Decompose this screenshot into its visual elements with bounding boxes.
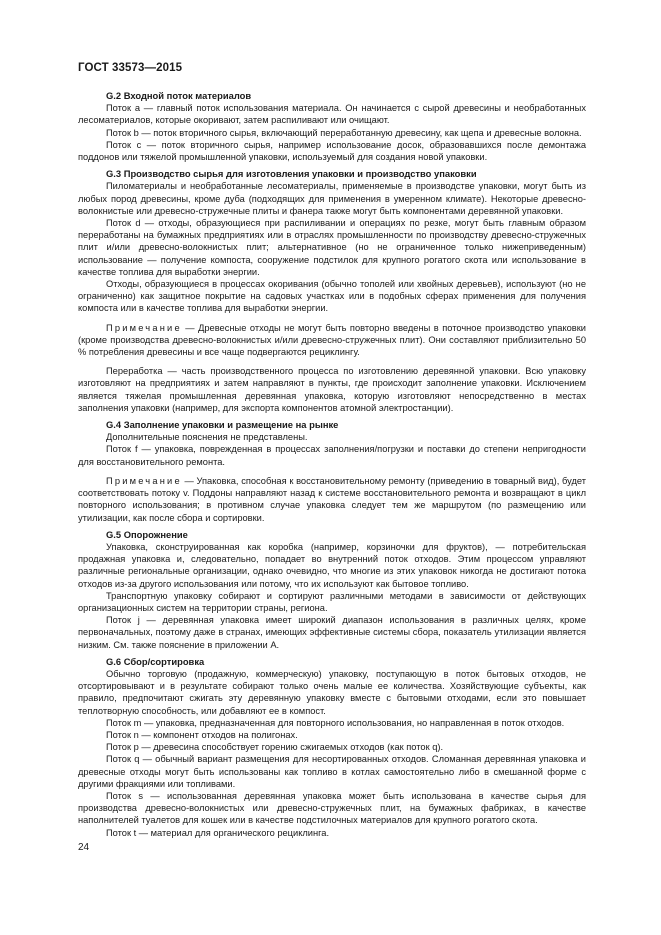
section-heading-g3: G.3 Производство сырья для изготовления упаковки и производство упаковки — [106, 168, 477, 180]
section-heading-g2: G.2 Входной поток материалов — [106, 90, 252, 101]
section-heading-g6: G.6 Сбор/сортировка — [106, 655, 205, 667]
note-text: — Упаковка, способная к восстановительному ремонту (приведению в товарный вид), будет соответствовать потоку v. Поддоны направляют назад к системе восстановительного ремонта и возвращают в цикл повторного использования; в противном случае упаковка следует тем же маршрутом (по размещению или утилизации, как после сбора и сортировки. — [78, 475, 586, 523]
paragraph: Дополнительные пояснения не представлены. — [106, 432, 308, 443]
paragraph: Упаковка, сконструированная как коробка (например, корзиночки для фруктов), — потребительская продажная упаковка и, следовательно, попадает во внутренний поток отходов. Этим процессом управляют различные региональные организации, однако очевидно, что многие из этих упаковок никогда не достигают потока отходов из-за другого использования или потому, что их используют как бытовое топливо. — [78, 541, 586, 589]
paragraph: Поток p — древесина способствует горению сжигаемых отходов (как поток q). — [106, 742, 444, 753]
paragraph: Поток q — обычный вариант размещения для несортированных отходов. Сломанная деревянная упаковка и древесные отходы могут быть использованы как топливо в котлах самостоятельно либо в смешанной форме с другими фракциями или топливами. — [78, 754, 586, 789]
note-label: Примечание — [106, 322, 182, 333]
document-body — [78, 90, 586, 839]
paragraph: Переработка — часть производственного процесса по изготовлению деревянной упаковки. Всю упаковку изготовляют на предприятиях и затем направляют в пункты, где происходит заполнение упаковки. Исключением является тяжелая промышленная деревянная упаковка, которую изготовляют непосредственно в местах заполнения упаковки (например, для экспорта компонентов атомной электростанции). — [78, 366, 586, 413]
paragraph: Поток s — использованная деревянная упаковка может быть использована в качестве сырья для производства древесно-волокнистых или древесно-стружечных плит, на бумажных фабриках, в качестве наполнителей туалетов для кошек или в качестве подстилочных материалов для крупного рогатого скота. — [78, 790, 586, 826]
paragraph: Поток c — поток вторичного сырья, например использование досок, образовавшихся после демонтажа поддонов или тяжелой промышленной упаковки, используемый для создания новой упаковки. — [78, 139, 586, 163]
paragraph: Поток f — упаковка, поврежденная в процессах заполнения/погрузки и поставки до степени непригодности для восстановительного ремонта. — [78, 444, 586, 467]
page-number: 24 — [78, 842, 90, 853]
paragraph: Поток b — поток вторичного сырья, включающий переработанную древесину, как щепа и древесные волокна. — [106, 127, 582, 138]
paragraph: Транспортную упаковку собирают и сортируют различными методами в зависимости от действующих организационных систем на территории страны, региона. — [78, 590, 586, 613]
paragraph: Поток d — отходы, образующиеся при распиливании и операциях по резке, могут быть главным образом переработаны на бумажных предприятиях или в отраслях промышленности по производству древесно-стружечных плит и/или древесно-волокнистых плит; альтернативное (но не ограниченное только нижеприведенным) использование — получение компоста, сооружение подстилок для крупного рогатого скота или использование в качестве топлива для выработки энергии. — [78, 218, 586, 277]
paragraph: Поток m — упаковка, предназначенная для повторного использования, но направленная в поток отходов. — [106, 717, 565, 728]
paragraph: Пиломатериалы и необработанные лесоматериалы, применяемые в производстве упаковки, могут быть из любых пород древесины, кроме дуба (подходящих для применения в умеренном климате). Некоторые древесно-волокнистые или древесно-стружечные плиты и фанера также могут быть компонентами деревянной упаковки. — [78, 181, 586, 216]
note-label: Примечание — [106, 475, 182, 486]
section-heading-g5: G.5 Опорожнение — [106, 528, 188, 540]
paragraph: Обычно торговую (продажную, коммерческую) упаковку, поступающую в поток бытовых отходов, не отсортировывают и в результате собирают только очень малые ее количества. Хозяйствующие субъекты, как правило, предпочитают сжигать эту деревянную упаковку вместе с бытовыми отходами, если это повышает теплотворную способность, или добавляют ее в компост. — [78, 668, 586, 716]
document-code: ГОСТ 33573—2015 — [78, 62, 183, 74]
paragraph: Поток n — компонент отходов на полигонах. — [106, 729, 298, 740]
section-heading-g4: G.4 Заполнение упаковки и размещение на рынке — [106, 419, 339, 431]
paragraph: Поток a — главный поток использования материала. Он начинается с сырой древесины и необработанных лесоматериалов, которые окоривают, затем распиливают или очищают. — [78, 103, 586, 126]
paragraph: Отходы, образующиеся в процессах окоривания (обычно тополей или хвойных деревьев), используют (но не ограниченно) как защитное покрытие на садовых участках или в подобных сферах применения для получения компоста или в качестве топлива для выработки энергии. — [78, 279, 586, 314]
note-text: — Древесные отходы не могут быть повторно введены в поточное производство упаковки (кроме производства древесно-волокнистых и/или древесно-стружечных плит). Они составляют приблизительно 50 % потребления древесины и все чаще подвергаются рециклингу. — [78, 322, 586, 358]
note — [78, 475, 586, 524]
paragraph: Поток j — деревянная упаковка имеет широкий диапазон использования в различных целях, кроме первоначальных, поэтому даже в странах, имеющих эффективные системы сбора, показатель утилизации является низким. См. также пояснение в приложении А. — [78, 615, 586, 650]
note — [78, 322, 586, 359]
paragraph: Поток t — материал для органического рециклинга. — [106, 827, 330, 838]
